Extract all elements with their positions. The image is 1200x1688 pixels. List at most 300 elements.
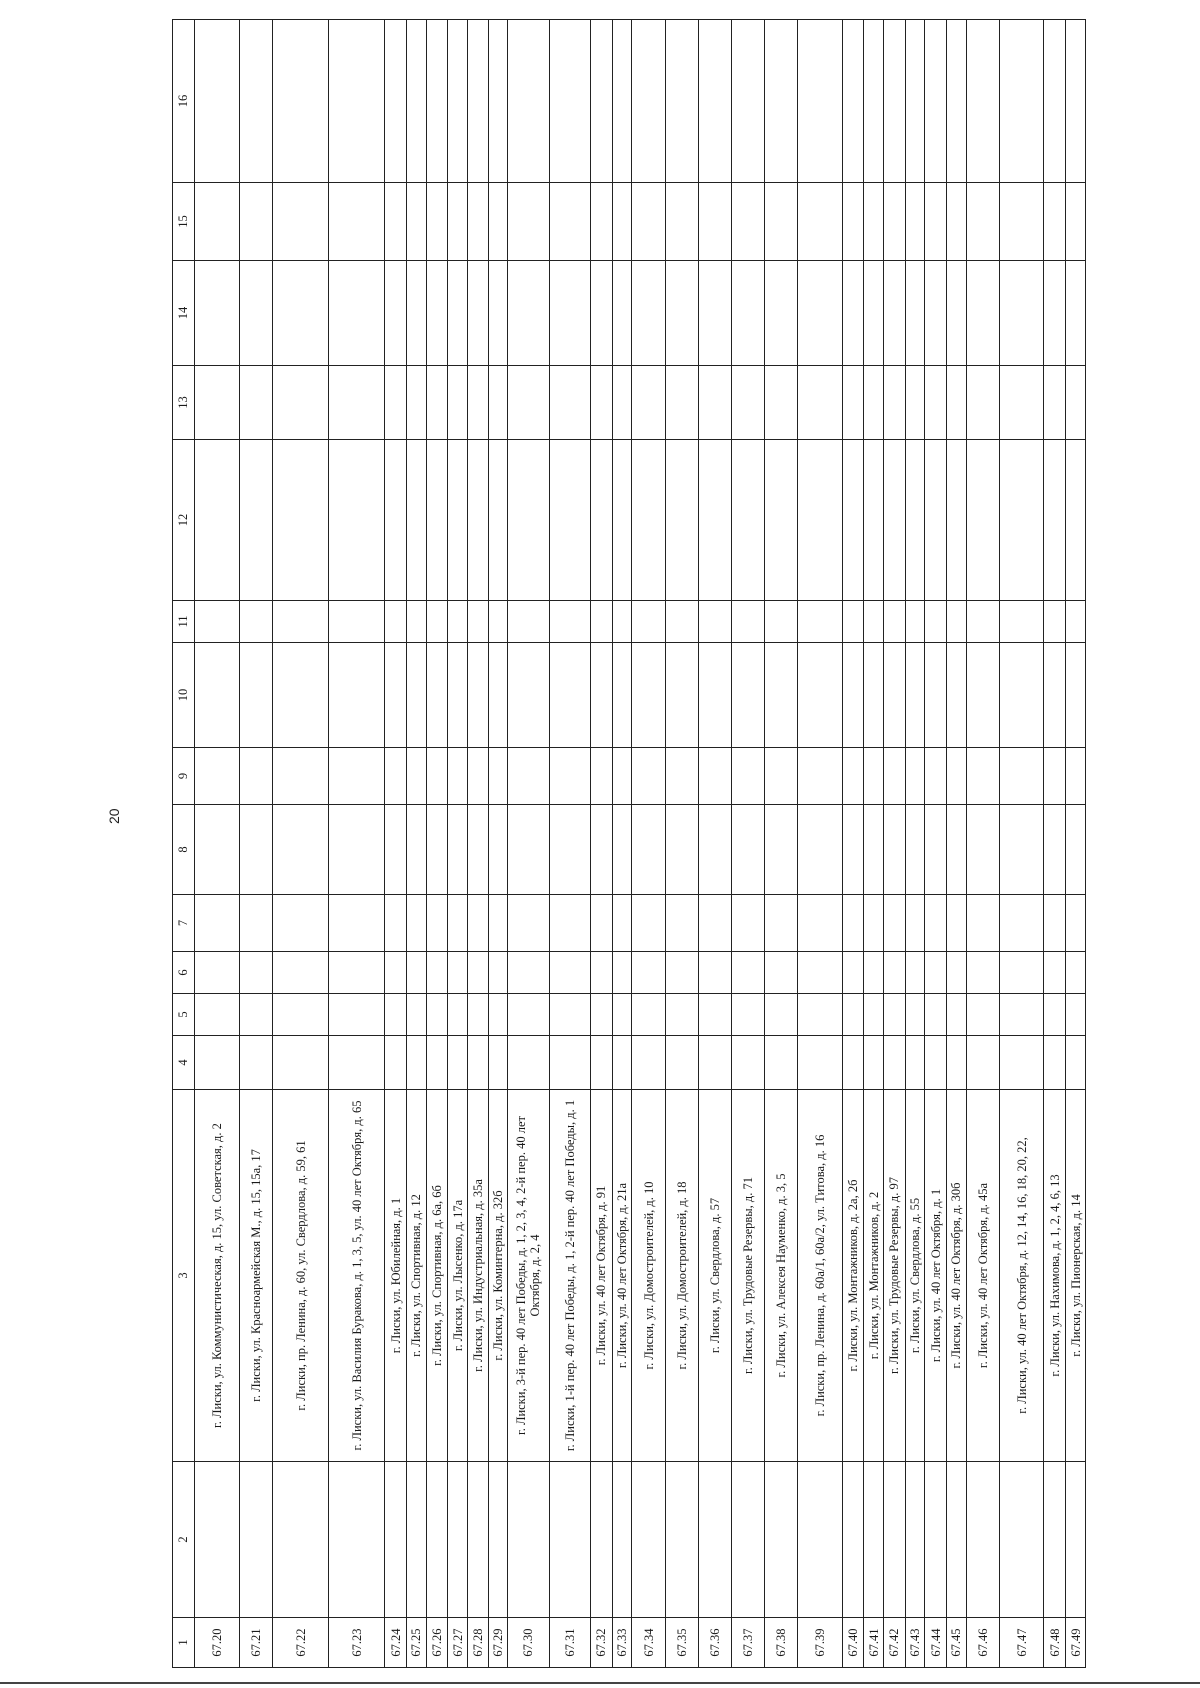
empty-cell xyxy=(329,1462,385,1618)
empty-cell xyxy=(1066,440,1086,601)
empty-cell xyxy=(966,994,999,1036)
empty-cell xyxy=(508,183,549,261)
empty-cell xyxy=(698,952,731,994)
table-row xyxy=(999,20,1044,1668)
empty-cell xyxy=(426,261,448,366)
address-cell: г. Лиски, ул. Монтажников, д. 2а, 2б xyxy=(842,1090,864,1462)
empty-cell xyxy=(426,601,448,643)
address-cell: г. Лиски, ул. Юбилейная, д. 1 xyxy=(385,1090,407,1462)
empty-cell xyxy=(448,1036,468,1090)
empty-cell xyxy=(385,183,407,261)
row-number: 67.36 xyxy=(698,1618,731,1668)
empty-cell xyxy=(612,20,632,183)
column-header: 1 xyxy=(173,1618,195,1668)
empty-cell xyxy=(488,366,508,440)
empty-cell xyxy=(194,1462,240,1618)
empty-cell xyxy=(698,1462,731,1618)
empty-cell xyxy=(508,1036,549,1090)
table-row xyxy=(905,20,925,1668)
empty-cell xyxy=(925,994,947,1036)
rotated-table-sheet xyxy=(172,20,1086,1668)
table-row xyxy=(1066,20,1086,1668)
empty-cell xyxy=(1066,20,1086,183)
empty-cell xyxy=(999,1462,1044,1618)
empty-cell xyxy=(999,20,1044,183)
empty-cell xyxy=(731,952,764,994)
empty-cell xyxy=(273,994,329,1036)
column-header: 7 xyxy=(173,895,195,952)
empty-cell xyxy=(798,440,843,601)
empty-cell xyxy=(632,643,665,748)
column-header: 3 xyxy=(173,1090,195,1462)
empty-cell xyxy=(883,440,905,601)
empty-cell xyxy=(947,1462,967,1618)
empty-cell xyxy=(448,994,468,1036)
empty-cell xyxy=(999,952,1044,994)
column-header: 16 xyxy=(173,20,195,183)
empty-cell xyxy=(591,20,613,183)
empty-cell xyxy=(905,440,925,601)
empty-cell xyxy=(999,643,1044,748)
empty-cell xyxy=(698,601,731,643)
empty-cell xyxy=(1044,805,1066,895)
empty-cell xyxy=(883,183,905,261)
empty-cell xyxy=(329,643,385,748)
empty-cell xyxy=(842,895,864,952)
empty-cell xyxy=(508,601,549,643)
empty-cell xyxy=(612,994,632,1036)
empty-cell xyxy=(612,440,632,601)
row-number: 67.26 xyxy=(426,1618,448,1668)
empty-cell xyxy=(883,1462,905,1618)
empty-cell xyxy=(426,440,448,601)
empty-cell xyxy=(426,994,448,1036)
empty-cell xyxy=(864,1036,884,1090)
empty-cell xyxy=(240,1036,273,1090)
empty-cell xyxy=(925,366,947,440)
empty-cell xyxy=(467,440,488,601)
empty-cell xyxy=(864,261,884,366)
row-number: 67.37 xyxy=(731,1618,764,1668)
empty-cell xyxy=(488,952,508,994)
empty-cell xyxy=(448,183,468,261)
row-number: 67.22 xyxy=(273,1618,329,1668)
table-row xyxy=(549,20,590,1668)
table-row xyxy=(508,20,549,1668)
empty-cell xyxy=(194,601,240,643)
empty-cell xyxy=(883,643,905,748)
empty-cell xyxy=(632,1036,665,1090)
empty-cell xyxy=(947,1036,967,1090)
empty-cell xyxy=(883,748,905,805)
empty-cell xyxy=(385,366,407,440)
empty-cell xyxy=(842,805,864,895)
empty-cell xyxy=(612,366,632,440)
address-cell: г. Лиски, ул. Пионерская, д. 14 xyxy=(1066,1090,1086,1462)
empty-cell xyxy=(488,748,508,805)
address-cell: г. Лиски, ул. 40 лет Октября, д. 12, 14, 16, 18, 20, 22, xyxy=(999,1090,1044,1462)
empty-cell xyxy=(329,20,385,183)
table-row xyxy=(764,20,797,1668)
empty-cell xyxy=(925,601,947,643)
empty-cell xyxy=(194,643,240,748)
empty-cell xyxy=(665,1036,698,1090)
empty-cell xyxy=(426,20,448,183)
empty-cell xyxy=(448,1462,468,1618)
address-cell: г. Лиски, ул. Нахимова, д. 1, 2, 4, 6, 13 xyxy=(1044,1090,1066,1462)
empty-cell xyxy=(329,895,385,952)
empty-cell xyxy=(385,601,407,643)
address-cell: г. Лиски, ул. Монтажников, д. 2 xyxy=(864,1090,884,1462)
empty-cell xyxy=(591,895,613,952)
row-number: 67.31 xyxy=(549,1618,590,1668)
empty-cell xyxy=(467,895,488,952)
empty-cell xyxy=(665,601,698,643)
empty-cell xyxy=(665,895,698,952)
empty-cell xyxy=(947,805,967,895)
address-cell: г. Лиски, ул. Спортивная, д. 12 xyxy=(406,1090,426,1462)
empty-cell xyxy=(194,440,240,601)
row-number: 67.46 xyxy=(966,1618,999,1668)
empty-cell xyxy=(632,261,665,366)
column-header: 6 xyxy=(173,952,195,994)
empty-cell xyxy=(1066,1462,1086,1618)
empty-cell xyxy=(448,748,468,805)
empty-cell xyxy=(947,440,967,601)
empty-cell xyxy=(488,1036,508,1090)
empty-cell xyxy=(864,366,884,440)
empty-cell xyxy=(273,748,329,805)
empty-cell xyxy=(329,261,385,366)
empty-cell xyxy=(966,748,999,805)
address-cell: г. Лиски, ул. Индустриальная, д. 35а xyxy=(467,1090,488,1462)
empty-cell xyxy=(329,748,385,805)
empty-cell xyxy=(925,748,947,805)
empty-cell xyxy=(385,1036,407,1090)
address-cell: г. Лиски, ул. 40 лет Октября, д. 91 xyxy=(591,1090,613,1462)
empty-cell xyxy=(426,748,448,805)
empty-cell xyxy=(240,366,273,440)
empty-cell xyxy=(612,643,632,748)
empty-cell xyxy=(329,952,385,994)
address-cell: г. Лиски, ул. Свердлова, д. 55 xyxy=(905,1090,925,1462)
empty-cell xyxy=(665,20,698,183)
empty-cell xyxy=(966,183,999,261)
column-header: 9 xyxy=(173,748,195,805)
empty-cell xyxy=(448,805,468,895)
empty-cell xyxy=(508,805,549,895)
empty-cell xyxy=(612,183,632,261)
empty-cell xyxy=(385,748,407,805)
empty-cell xyxy=(240,440,273,601)
table-row xyxy=(883,20,905,1668)
empty-cell xyxy=(488,1462,508,1618)
page-bottom-rule xyxy=(0,1682,1200,1684)
empty-cell xyxy=(999,1036,1044,1090)
table-row xyxy=(488,20,508,1668)
empty-cell xyxy=(240,805,273,895)
empty-cell xyxy=(966,261,999,366)
empty-cell xyxy=(591,440,613,601)
empty-cell xyxy=(549,601,590,643)
empty-cell xyxy=(798,183,843,261)
empty-cell xyxy=(273,952,329,994)
empty-cell xyxy=(999,440,1044,601)
address-cell: г. Лиски, 1-й пер. 40 лет Победы, д. 1, 2-й пер. 40 лет Победы, д. 1 xyxy=(549,1090,590,1462)
empty-cell xyxy=(883,895,905,952)
empty-cell xyxy=(508,643,549,748)
row-number: 67.24 xyxy=(385,1618,407,1668)
empty-cell xyxy=(905,805,925,895)
empty-cell xyxy=(764,952,797,994)
row-number: 67.34 xyxy=(632,1618,665,1668)
table-row xyxy=(632,20,665,1668)
empty-cell xyxy=(966,440,999,601)
table-row xyxy=(1044,20,1066,1668)
row-number: 67.27 xyxy=(448,1618,468,1668)
address-cell: г. Лиски, ул. 40 лет Октября, д. 45а xyxy=(966,1090,999,1462)
empty-cell xyxy=(698,20,731,183)
empty-cell xyxy=(194,952,240,994)
empty-cell xyxy=(1066,366,1086,440)
address-cell: г. Лиски, ул. Лысенко, д. 17а xyxy=(448,1090,468,1462)
empty-cell xyxy=(731,895,764,952)
empty-cell xyxy=(240,895,273,952)
table-row xyxy=(731,20,764,1668)
empty-cell xyxy=(798,952,843,994)
empty-cell xyxy=(665,261,698,366)
empty-cell xyxy=(925,895,947,952)
empty-cell xyxy=(1044,261,1066,366)
empty-cell xyxy=(731,1036,764,1090)
row-number: 67.23 xyxy=(329,1618,385,1668)
empty-cell xyxy=(612,601,632,643)
empty-cell xyxy=(925,261,947,366)
address-cell: г. Лиски, ул. Алексея Науменко, д. 3, 5 xyxy=(764,1090,797,1462)
empty-cell xyxy=(488,895,508,952)
empty-cell xyxy=(764,994,797,1036)
empty-cell xyxy=(665,183,698,261)
empty-cell xyxy=(549,952,590,994)
empty-cell xyxy=(632,1462,665,1618)
empty-cell xyxy=(448,895,468,952)
address-cell: г. Лиски, ул. Домостроителей, д. 18 xyxy=(665,1090,698,1462)
table-row xyxy=(966,20,999,1668)
empty-cell xyxy=(1044,366,1066,440)
empty-cell xyxy=(764,366,797,440)
address-cell: г. Лиски, ул. 40 лет Октября, д. 1 xyxy=(925,1090,947,1462)
empty-cell xyxy=(731,366,764,440)
address-cell: г. Лиски, ул. Спортивная, д. 6а, 6б xyxy=(426,1090,448,1462)
empty-cell xyxy=(698,895,731,952)
empty-cell xyxy=(194,183,240,261)
empty-cell xyxy=(385,952,407,994)
empty-cell xyxy=(467,1462,488,1618)
empty-cell xyxy=(385,805,407,895)
empty-cell xyxy=(591,261,613,366)
empty-cell xyxy=(842,643,864,748)
empty-cell xyxy=(947,994,967,1036)
empty-cell xyxy=(549,895,590,952)
table-row xyxy=(925,20,947,1668)
empty-cell xyxy=(905,601,925,643)
empty-cell xyxy=(925,20,947,183)
empty-cell xyxy=(591,601,613,643)
empty-cell xyxy=(764,895,797,952)
empty-cell xyxy=(1044,601,1066,643)
empty-cell xyxy=(764,805,797,895)
empty-cell xyxy=(240,952,273,994)
empty-cell xyxy=(1066,261,1086,366)
empty-cell xyxy=(385,261,407,366)
empty-cell xyxy=(1066,805,1086,895)
empty-cell xyxy=(864,805,884,895)
empty-cell xyxy=(194,366,240,440)
empty-cell xyxy=(842,20,864,183)
empty-cell xyxy=(883,261,905,366)
empty-cell xyxy=(406,805,426,895)
empty-cell xyxy=(966,643,999,748)
empty-cell xyxy=(665,1462,698,1618)
empty-cell xyxy=(905,261,925,366)
empty-cell xyxy=(273,643,329,748)
empty-cell xyxy=(1044,183,1066,261)
empty-cell xyxy=(273,1462,329,1618)
table-row xyxy=(194,20,240,1668)
table-row xyxy=(426,20,448,1668)
empty-cell xyxy=(999,895,1044,952)
empty-cell xyxy=(947,183,967,261)
empty-cell xyxy=(883,601,905,643)
empty-cell xyxy=(406,261,426,366)
row-number: 67.45 xyxy=(947,1618,967,1668)
empty-cell xyxy=(467,366,488,440)
empty-cell xyxy=(448,601,468,643)
address-cell: г. Лиски, ул. Коминтерна, д. 32б xyxy=(488,1090,508,1462)
address-table xyxy=(172,19,1086,1668)
table-row xyxy=(947,20,967,1668)
empty-cell xyxy=(406,366,426,440)
address-cell: г. Лиски, ул. Свердлова, д. 57 xyxy=(698,1090,731,1462)
empty-cell xyxy=(798,1036,843,1090)
empty-cell xyxy=(1066,643,1086,748)
empty-cell xyxy=(698,643,731,748)
empty-cell xyxy=(591,183,613,261)
empty-cell xyxy=(467,183,488,261)
empty-cell xyxy=(947,601,967,643)
empty-cell xyxy=(864,994,884,1036)
table-row xyxy=(273,20,329,1668)
empty-cell xyxy=(632,20,665,183)
empty-cell xyxy=(612,895,632,952)
empty-cell xyxy=(925,952,947,994)
empty-cell xyxy=(731,261,764,366)
empty-cell xyxy=(632,895,665,952)
row-number: 67.35 xyxy=(665,1618,698,1668)
empty-cell xyxy=(426,805,448,895)
column-header: 13 xyxy=(173,366,195,440)
empty-cell xyxy=(632,994,665,1036)
empty-cell xyxy=(385,20,407,183)
empty-cell xyxy=(406,994,426,1036)
empty-cell xyxy=(798,601,843,643)
table-row xyxy=(448,20,468,1668)
empty-cell xyxy=(385,440,407,601)
empty-cell xyxy=(1044,748,1066,805)
table-row xyxy=(329,20,385,1668)
empty-cell xyxy=(842,1036,864,1090)
empty-cell xyxy=(240,601,273,643)
address-cell: г. Лиски, ул. 40 лет Октября, д. 30б xyxy=(947,1090,967,1462)
empty-cell xyxy=(764,183,797,261)
empty-cell xyxy=(999,748,1044,805)
empty-cell xyxy=(508,366,549,440)
empty-cell xyxy=(591,643,613,748)
empty-cell xyxy=(883,805,905,895)
empty-cell xyxy=(1066,994,1086,1036)
empty-cell xyxy=(508,895,549,952)
empty-cell xyxy=(842,366,864,440)
empty-cell xyxy=(273,20,329,183)
empty-cell xyxy=(632,952,665,994)
empty-cell xyxy=(1044,643,1066,748)
empty-cell xyxy=(842,952,864,994)
empty-cell xyxy=(864,1462,884,1618)
empty-cell xyxy=(508,20,549,183)
empty-cell xyxy=(467,952,488,994)
empty-cell xyxy=(665,440,698,601)
empty-cell xyxy=(883,20,905,183)
address-cell: г. Лиски, пр. Ленина, д. 60, ул. Свердлова, д. 59, 61 xyxy=(273,1090,329,1462)
empty-cell xyxy=(698,366,731,440)
row-number: 67.30 xyxy=(508,1618,549,1668)
empty-cell xyxy=(698,805,731,895)
address-cell: г. Лиски, 3-й пер. 40 лет Победы, д. 1, 2, 3, 4, 2-й пер. 40 лет Октября, д. 2, 4 xyxy=(508,1090,549,1462)
empty-cell xyxy=(999,601,1044,643)
empty-cell xyxy=(329,440,385,601)
empty-cell xyxy=(698,183,731,261)
empty-cell xyxy=(240,261,273,366)
empty-cell xyxy=(925,1036,947,1090)
empty-cell xyxy=(905,1036,925,1090)
empty-cell xyxy=(1066,1036,1086,1090)
empty-cell xyxy=(508,748,549,805)
empty-cell xyxy=(406,601,426,643)
empty-cell xyxy=(612,261,632,366)
table-row xyxy=(842,20,864,1668)
table-row xyxy=(612,20,632,1668)
empty-cell xyxy=(764,601,797,643)
empty-cell xyxy=(947,952,967,994)
table-row xyxy=(385,20,407,1668)
empty-cell xyxy=(665,805,698,895)
empty-cell xyxy=(406,440,426,601)
empty-cell xyxy=(864,952,884,994)
empty-cell xyxy=(764,1036,797,1090)
empty-cell xyxy=(488,994,508,1036)
empty-cell xyxy=(883,952,905,994)
address-cell: г. Лиски, ул. Трудовые Резервы, д. 97 xyxy=(883,1090,905,1462)
empty-cell xyxy=(240,183,273,261)
row-number: 67.49 xyxy=(1066,1618,1086,1668)
empty-cell xyxy=(999,805,1044,895)
empty-cell xyxy=(966,952,999,994)
empty-cell xyxy=(864,601,884,643)
empty-cell xyxy=(947,366,967,440)
column-header: 11 xyxy=(173,601,195,643)
empty-cell xyxy=(385,994,407,1036)
empty-cell xyxy=(999,366,1044,440)
